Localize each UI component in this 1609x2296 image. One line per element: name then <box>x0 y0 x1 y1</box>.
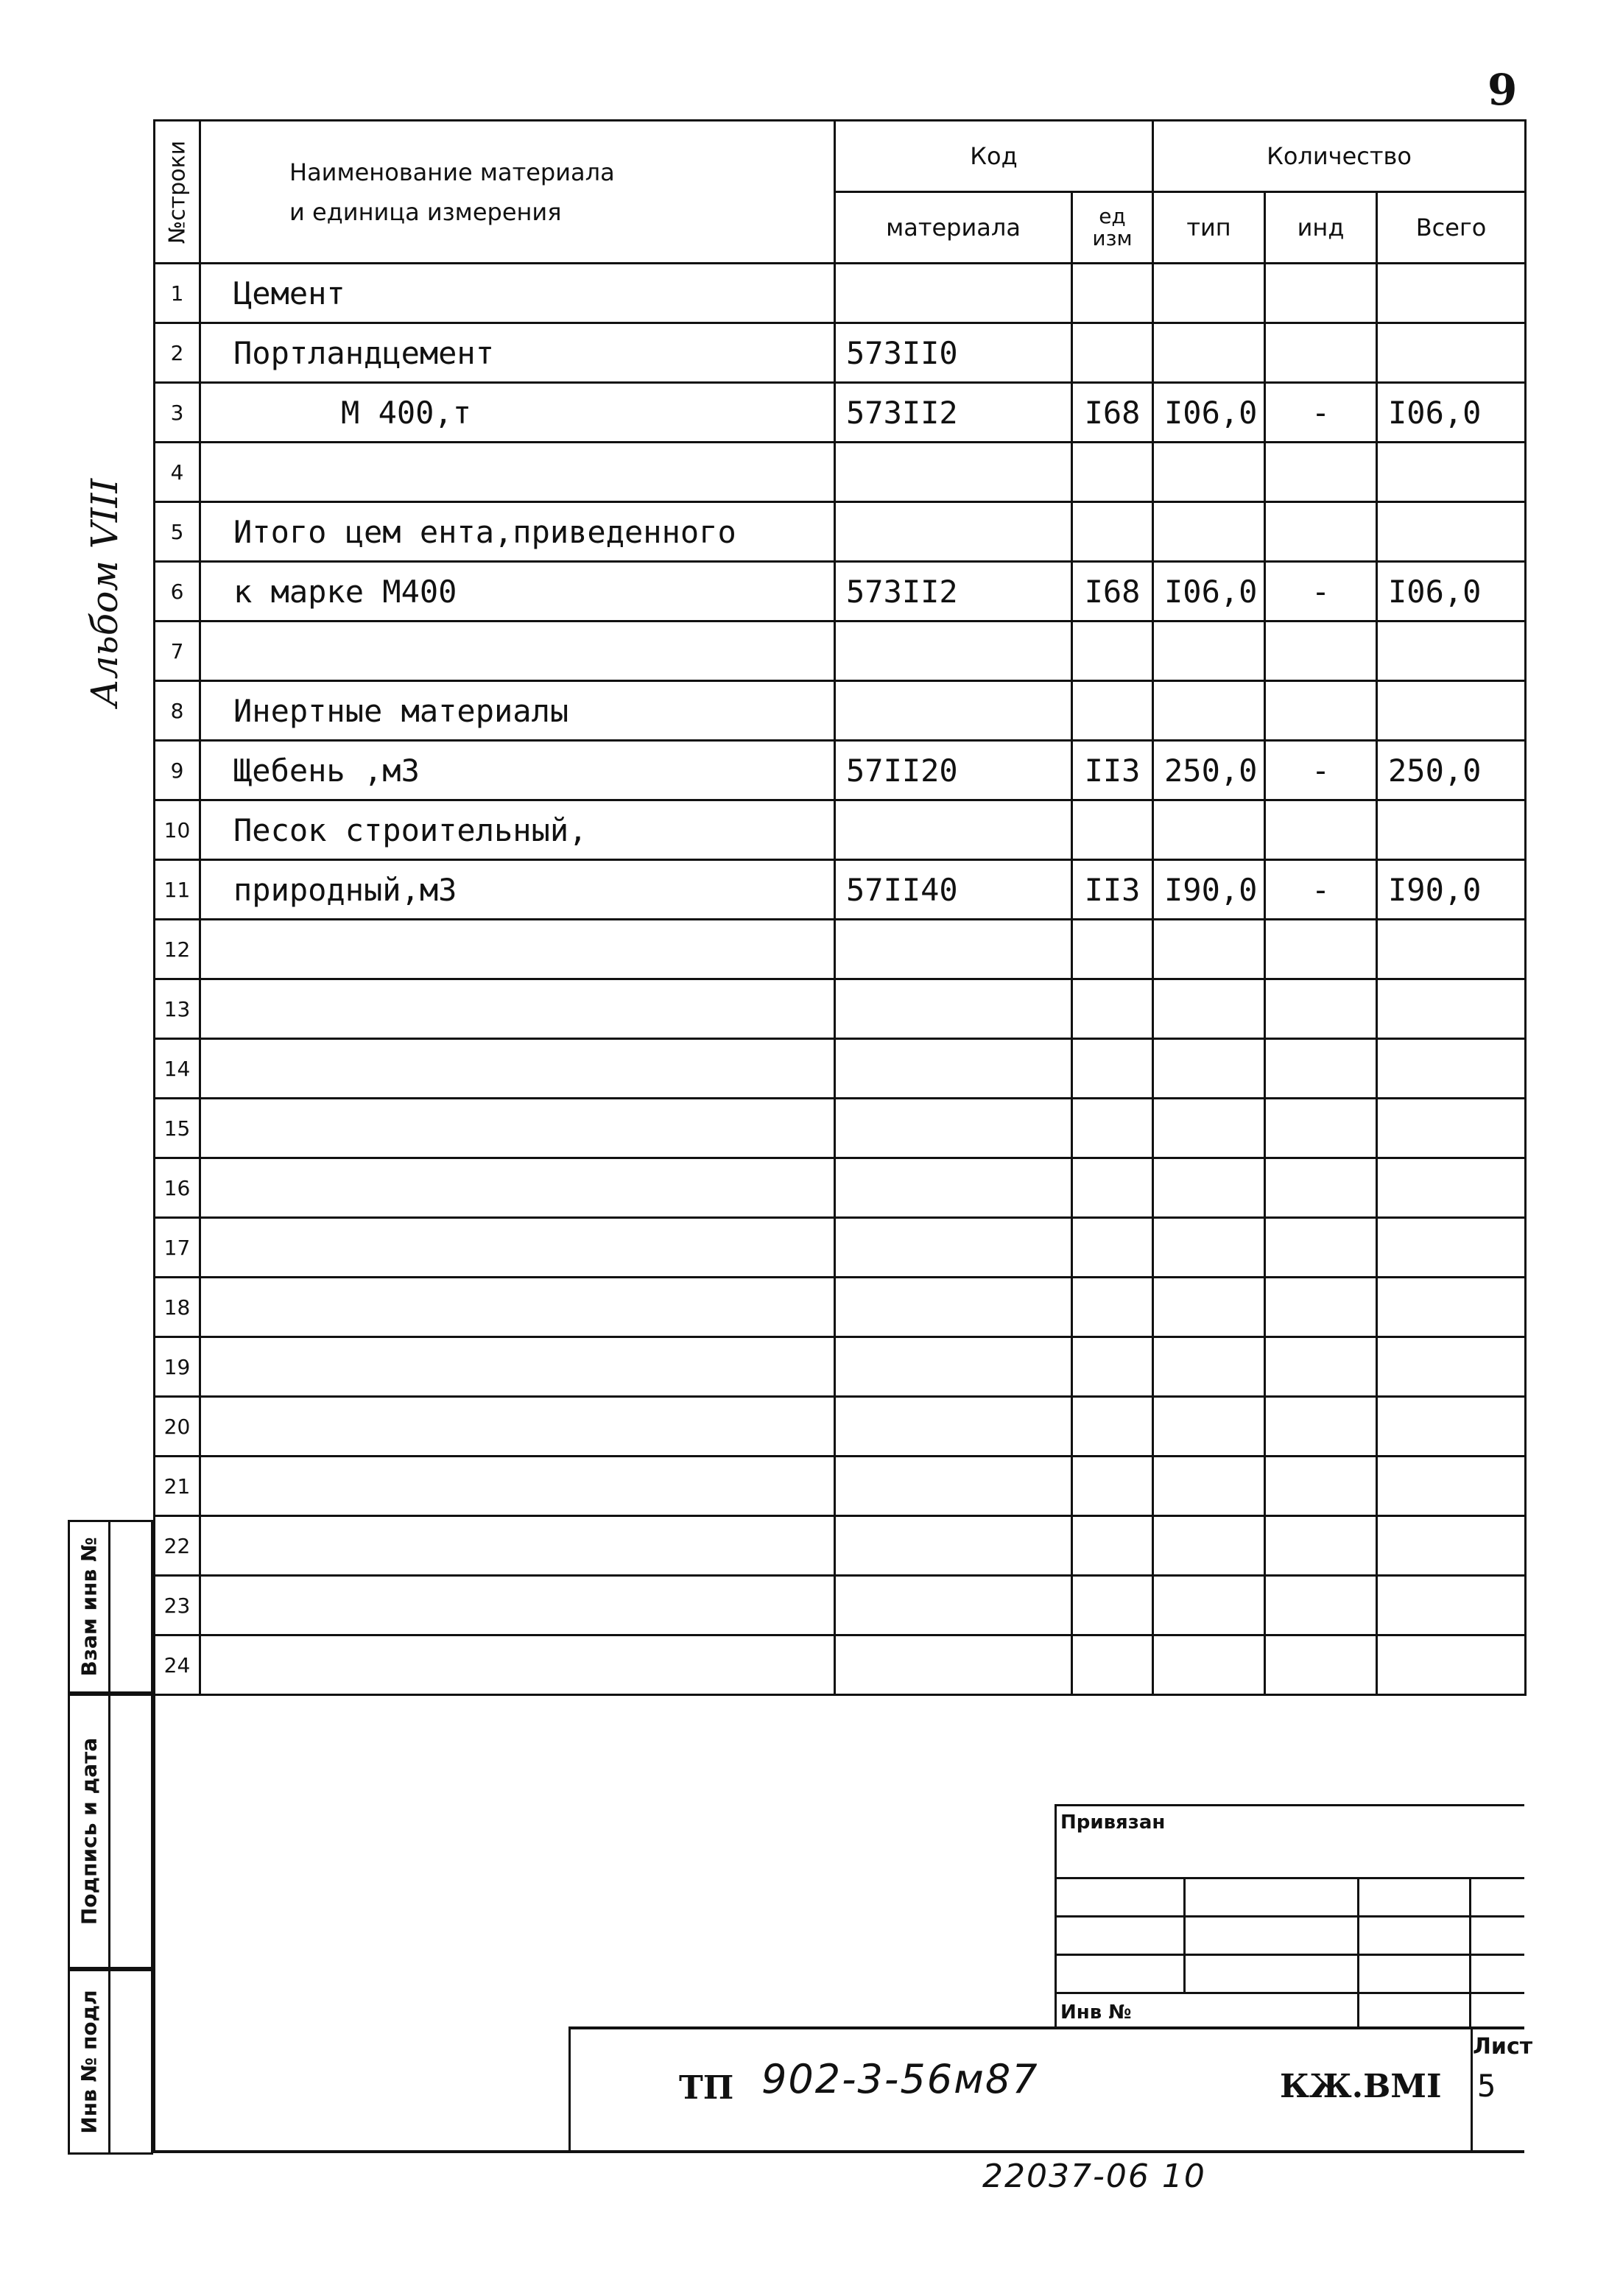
stamp-podpis-data-label: Подпись и дата <box>77 1737 102 1926</box>
unit-code: I68 <box>1072 562 1153 621</box>
unit-code <box>1072 621 1153 681</box>
table-row <box>155 323 1526 383</box>
unit-code <box>1072 264 1153 323</box>
qty-ind <box>1265 1158 1377 1218</box>
table-row <box>155 1397 1526 1457</box>
qty-ind <box>1265 1457 1377 1516</box>
material-name <box>200 1457 835 1516</box>
qty-ind: - <box>1265 383 1377 443</box>
qty-typ <box>1153 443 1265 502</box>
qty-typ <box>1153 979 1265 1039</box>
material-name: Инертные материалы <box>200 681 835 741</box>
table-row <box>155 1635 1526 1695</box>
qty-typ <box>1153 502 1265 562</box>
document-number: 902-3-56м87 <box>761 2056 1039 2102</box>
qty-typ: I90,0 <box>1153 860 1265 920</box>
qty-typ <box>1153 920 1265 979</box>
table-row <box>155 443 1526 502</box>
row-number: 13 <box>155 979 200 1039</box>
qty-typ: 250,0 <box>1153 741 1265 800</box>
row-number: 22 <box>155 1516 200 1576</box>
qty-total <box>1377 264 1526 323</box>
unit-code <box>1072 1099 1153 1158</box>
row-number: 17 <box>155 1218 200 1278</box>
header-row-1 <box>155 121 1526 192</box>
header-quantity: Количество <box>1153 121 1526 192</box>
material-code <box>835 502 1072 562</box>
qty-typ <box>1153 1337 1265 1397</box>
header-ind: инд <box>1265 192 1377 264</box>
material-name <box>200 1218 835 1278</box>
table-row <box>155 741 1526 800</box>
qty-total <box>1377 1218 1526 1278</box>
material-code <box>835 1576 1072 1635</box>
row-number: 7 <box>155 621 200 681</box>
material-code <box>835 1099 1072 1158</box>
row-number: 10 <box>155 800 200 860</box>
table-row <box>155 979 1526 1039</box>
row-number: 14 <box>155 1039 200 1099</box>
qty-ind <box>1265 443 1377 502</box>
row-number: 1 <box>155 264 200 323</box>
qty-ind <box>1265 502 1377 562</box>
unit-code <box>1072 1278 1153 1337</box>
material-name <box>200 1039 835 1099</box>
row-number: 20 <box>155 1397 200 1457</box>
unit-code <box>1072 979 1153 1039</box>
material-code: 573II0 <box>835 323 1072 383</box>
material-code <box>835 920 1072 979</box>
unit-code <box>1072 502 1153 562</box>
qty-typ: I06,0 <box>1153 383 1265 443</box>
material-code <box>835 1158 1072 1218</box>
qty-total <box>1377 323 1526 383</box>
qty-total <box>1377 1158 1526 1218</box>
row-number: 15 <box>155 1099 200 1158</box>
material-code: 57II20 <box>835 741 1072 800</box>
qty-ind: - <box>1265 562 1377 621</box>
row-number: 12 <box>155 920 200 979</box>
qty-total <box>1377 1337 1526 1397</box>
table-row <box>155 681 1526 741</box>
material-code <box>835 1397 1072 1457</box>
row-number: 6 <box>155 562 200 621</box>
unit-code <box>1072 1218 1153 1278</box>
material-name: к марке М400 <box>200 562 835 621</box>
row-number: 24 <box>155 1635 200 1695</box>
material-name <box>200 920 835 979</box>
qty-ind <box>1265 323 1377 383</box>
qty-typ <box>1153 681 1265 741</box>
header-name: Наименование материала и единица измерения <box>200 121 835 264</box>
material-code <box>835 621 1072 681</box>
unit-code <box>1072 800 1153 860</box>
material-code <box>835 443 1072 502</box>
qty-total <box>1377 920 1526 979</box>
unit-code <box>1072 920 1153 979</box>
document-mark: КЖ.ВМI <box>1280 2068 1442 2105</box>
qty-typ <box>1153 264 1265 323</box>
material-code: 573II2 <box>835 383 1072 443</box>
table-row <box>155 920 1526 979</box>
qty-total: I06,0 <box>1377 383 1526 443</box>
material-code <box>835 1635 1072 1695</box>
qty-total: 250,0 <box>1377 741 1526 800</box>
table-row <box>155 1099 1526 1158</box>
material-code <box>835 979 1072 1039</box>
material-code: 573II2 <box>835 562 1072 621</box>
material-name: природный,м3 <box>200 860 835 920</box>
stamp-vzam-inv-label: Взам инв № <box>77 1537 102 1677</box>
qty-typ <box>1153 1039 1265 1099</box>
qty-typ <box>1153 621 1265 681</box>
unit-code <box>1072 681 1153 741</box>
stamp-inv-podl <box>68 1969 153 2155</box>
table-row <box>155 383 1526 443</box>
table-row <box>155 1457 1526 1516</box>
qty-typ <box>1153 1516 1265 1576</box>
qty-typ <box>1153 1218 1265 1278</box>
row-number: 23 <box>155 1576 200 1635</box>
row-number: 21 <box>155 1457 200 1516</box>
table-row <box>155 1039 1526 1099</box>
table-row <box>155 1158 1526 1218</box>
row-number: 4 <box>155 443 200 502</box>
unit-code: II3 <box>1072 741 1153 800</box>
qty-total: I06,0 <box>1377 562 1526 621</box>
material-code <box>835 1457 1072 1516</box>
table-row <box>155 1278 1526 1337</box>
material-name: Портландцемент <box>200 323 835 383</box>
sheet-label: Лист <box>1473 2034 1533 2060</box>
material-name: Щебень ,м3 <box>200 741 835 800</box>
row-number: 11 <box>155 860 200 920</box>
material-name <box>200 1397 835 1457</box>
qty-total <box>1377 1099 1526 1158</box>
qty-ind <box>1265 1278 1377 1337</box>
qty-ind <box>1265 1337 1377 1397</box>
material-code <box>835 1218 1072 1278</box>
qty-typ: I06,0 <box>1153 562 1265 621</box>
row-number: 8 <box>155 681 200 741</box>
table-row <box>155 800 1526 860</box>
qty-typ <box>1153 323 1265 383</box>
table-row <box>155 860 1526 920</box>
qty-total <box>1377 1278 1526 1337</box>
table-row <box>155 1516 1526 1576</box>
table-row <box>155 621 1526 681</box>
materials-table <box>153 119 1527 1696</box>
qty-total <box>1377 1635 1526 1695</box>
material-code <box>835 1516 1072 1576</box>
qty-total <box>1377 1039 1526 1099</box>
stamp-podpis-data <box>68 1694 153 1969</box>
page-number: 9 <box>1487 65 1518 115</box>
unit-code <box>1072 1397 1153 1457</box>
qty-ind <box>1265 264 1377 323</box>
material-name: Песок строительный, <box>200 800 835 860</box>
table-row <box>155 1576 1526 1635</box>
row-number: 18 <box>155 1278 200 1337</box>
qty-ind <box>1265 1635 1377 1695</box>
qty-ind <box>1265 1516 1377 1576</box>
unit-code <box>1072 1039 1153 1099</box>
qty-ind <box>1265 1218 1377 1278</box>
qty-typ <box>1153 1397 1265 1457</box>
qty-ind <box>1265 1099 1377 1158</box>
material-name <box>200 1576 835 1635</box>
row-number: 16 <box>155 1158 200 1218</box>
qty-ind: - <box>1265 741 1377 800</box>
album-title-text: Альбом VIII <box>83 478 126 708</box>
unit-code <box>1072 1635 1153 1695</box>
qty-ind <box>1265 1576 1377 1635</box>
qty-typ <box>1153 800 1265 860</box>
table-row <box>155 1337 1526 1397</box>
tp-label: ТП <box>679 2069 734 2107</box>
header-code: Код <box>835 121 1153 192</box>
qty-ind <box>1265 800 1377 860</box>
stamp-inv-podl-label: Инв № подл <box>77 1990 102 2134</box>
material-name <box>200 1516 835 1576</box>
table-row <box>155 264 1526 323</box>
qty-typ <box>1153 1158 1265 1218</box>
material-name <box>200 1337 835 1397</box>
material-name <box>200 1099 835 1158</box>
qty-total <box>1377 1516 1526 1576</box>
material-name: Цемент <box>200 264 835 323</box>
header-material: материала <box>835 192 1072 264</box>
row-number: 9 <box>155 741 200 800</box>
material-name <box>200 443 835 502</box>
row-number: 5 <box>155 502 200 562</box>
binding-stamp <box>1055 1804 1524 2026</box>
qty-typ <box>1153 1576 1265 1635</box>
qty-ind <box>1265 621 1377 681</box>
stamp-vzam-inv <box>68 1520 153 1694</box>
material-name <box>200 1635 835 1695</box>
qty-ind: - <box>1265 860 1377 920</box>
qty-total <box>1377 1397 1526 1457</box>
material-name <box>200 979 835 1039</box>
row-number: 3 <box>155 383 200 443</box>
header-total: Всего <box>1377 192 1526 264</box>
qty-ind <box>1265 920 1377 979</box>
qty-ind <box>1265 979 1377 1039</box>
material-code <box>835 264 1072 323</box>
qty-typ <box>1153 1278 1265 1337</box>
qty-total <box>1377 621 1526 681</box>
material-code <box>835 1039 1072 1099</box>
qty-total <box>1377 681 1526 741</box>
material-name: Итого цем ента,приведенного <box>200 502 835 562</box>
qty-total <box>1377 443 1526 502</box>
material-code <box>835 1337 1072 1397</box>
qty-typ <box>1153 1635 1265 1695</box>
header-row-no: №строки <box>155 121 200 264</box>
row-number: 19 <box>155 1337 200 1397</box>
material-name <box>200 621 835 681</box>
unit-code <box>1072 1158 1153 1218</box>
table-row <box>155 502 1526 562</box>
qty-ind <box>1265 681 1377 741</box>
table-row <box>155 562 1526 621</box>
footer-code: 22037-06 10 <box>982 2158 1206 2195</box>
unit-code <box>1072 1516 1153 1576</box>
qty-ind <box>1265 1397 1377 1457</box>
header-unit: ед изм <box>1072 192 1153 264</box>
inv-no-label: Инв № <box>1060 2001 1132 2024</box>
unit-code: I68 <box>1072 383 1153 443</box>
row-number: 2 <box>155 323 200 383</box>
table-row <box>155 1218 1526 1278</box>
unit-code <box>1072 1337 1153 1397</box>
unit-code <box>1072 1457 1153 1516</box>
material-code: 57II40 <box>835 860 1072 920</box>
qty-typ <box>1153 1099 1265 1158</box>
header-typ: тип <box>1153 192 1265 264</box>
material-name <box>200 1158 835 1218</box>
album-title <box>68 471 141 714</box>
qty-total <box>1377 1457 1526 1516</box>
qty-typ <box>1153 1457 1265 1516</box>
qty-ind <box>1265 1039 1377 1099</box>
qty-total <box>1377 1576 1526 1635</box>
unit-code <box>1072 443 1153 502</box>
material-code <box>835 1278 1072 1337</box>
qty-total <box>1377 800 1526 860</box>
unit-code <box>1072 323 1153 383</box>
unit-code <box>1072 1576 1153 1635</box>
privyazan-label: Привязан <box>1060 1811 1166 1834</box>
unit-code: II3 <box>1072 860 1153 920</box>
qty-total: I90,0 <box>1377 860 1526 920</box>
qty-total <box>1377 502 1526 562</box>
material-code <box>835 681 1072 741</box>
material-code <box>835 800 1072 860</box>
material-name <box>200 1278 835 1337</box>
material-name: М 400,т <box>200 383 835 443</box>
qty-total <box>1377 979 1526 1039</box>
sheet-number: 5 <box>1477 2068 1496 2104</box>
